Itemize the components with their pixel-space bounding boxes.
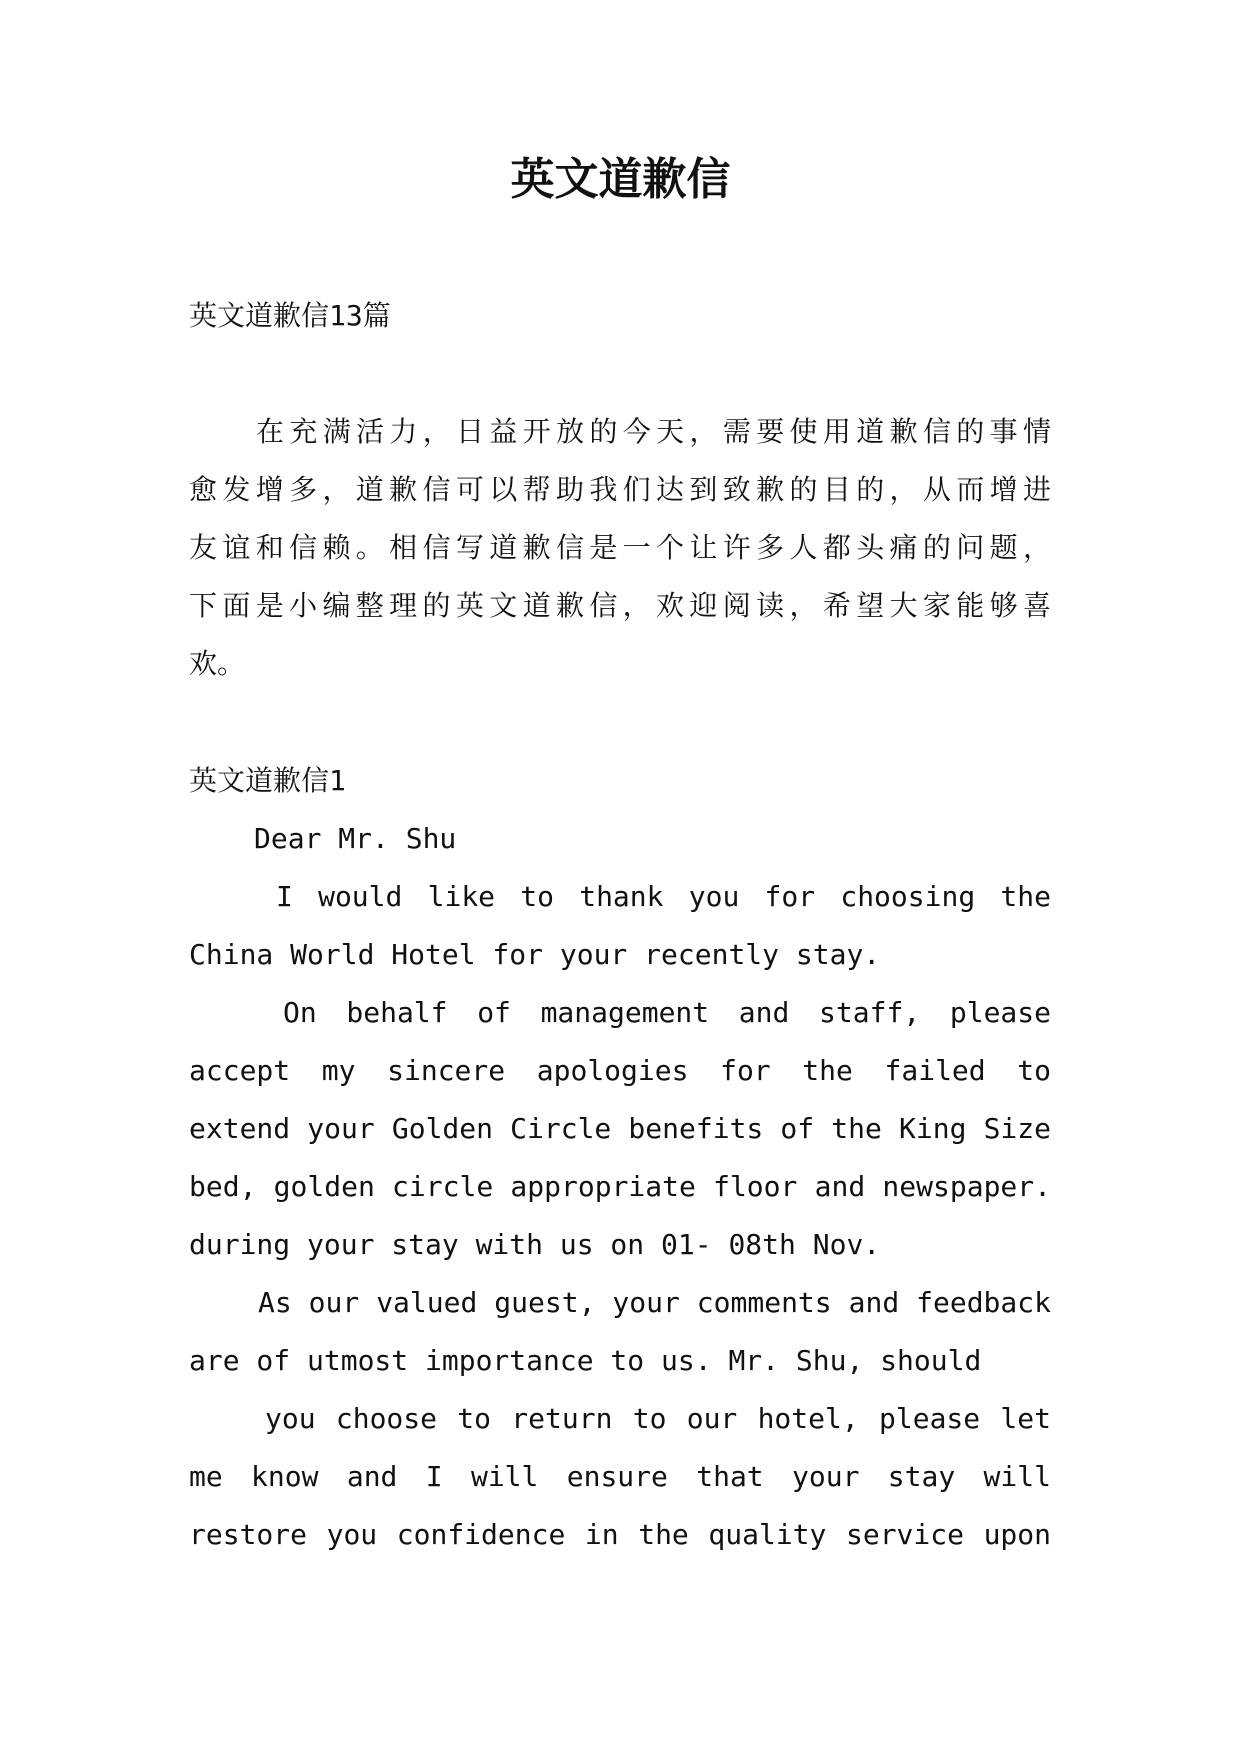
letter-line-8: As our valued guest, your comments and feedback [258,1286,1051,1319]
letter-line-5: extend your Golden Circle benefits of the King Size [189,1112,1051,1145]
letter-salutation: Dear Mr. Shu [254,822,457,855]
letter-line-4: accept my sincere apologies for the failed to [189,1054,1051,1087]
letter-line-2: China World Hotel for your recently stay. [189,938,881,971]
letter-line-10: you choose to return to our hotel, please let [265,1402,1051,1435]
letter-line-6: bed, golden circle appropriate floor and newspaper. [189,1170,1051,1203]
letter-line-11: me know and I will ensure that your stay will [189,1460,1051,1493]
intro-line-2: 愈发增多，道歉信可以帮助我们达到致歉的目的，从而增进 [189,473,1051,506]
letter-line-1: I would like to thank you for choosing the [276,880,1051,913]
intro-line-3: 友谊和信赖。相信写道歉信是一个让许多人都头痛的问题， [189,531,1051,564]
document-subtitle: 英文道歉信13篇 [189,299,391,332]
intro-line-4: 下面是小编整理的英文道歉信，欢迎阅读，希望大家能够喜 [189,589,1051,622]
letter-line-9: are of utmost importance to us. Mr. Shu, should [189,1344,982,1377]
intro-line-1: 在充满活力，日益开放的今天，需要使用道歉信的事情 [256,415,1051,448]
section-heading: 英文道歉信1 [189,764,346,797]
letter-line-12: restore you confidence in the quality service upon [189,1518,1051,1551]
intro-line-5: 欢。 [189,647,246,680]
letter-line-7: during your stay with us on 01- 08th Nov. [189,1228,881,1261]
letter-line-3: On behalf of management and staff, please [283,996,1051,1029]
document-title: 英文道歉信 [510,154,731,205]
